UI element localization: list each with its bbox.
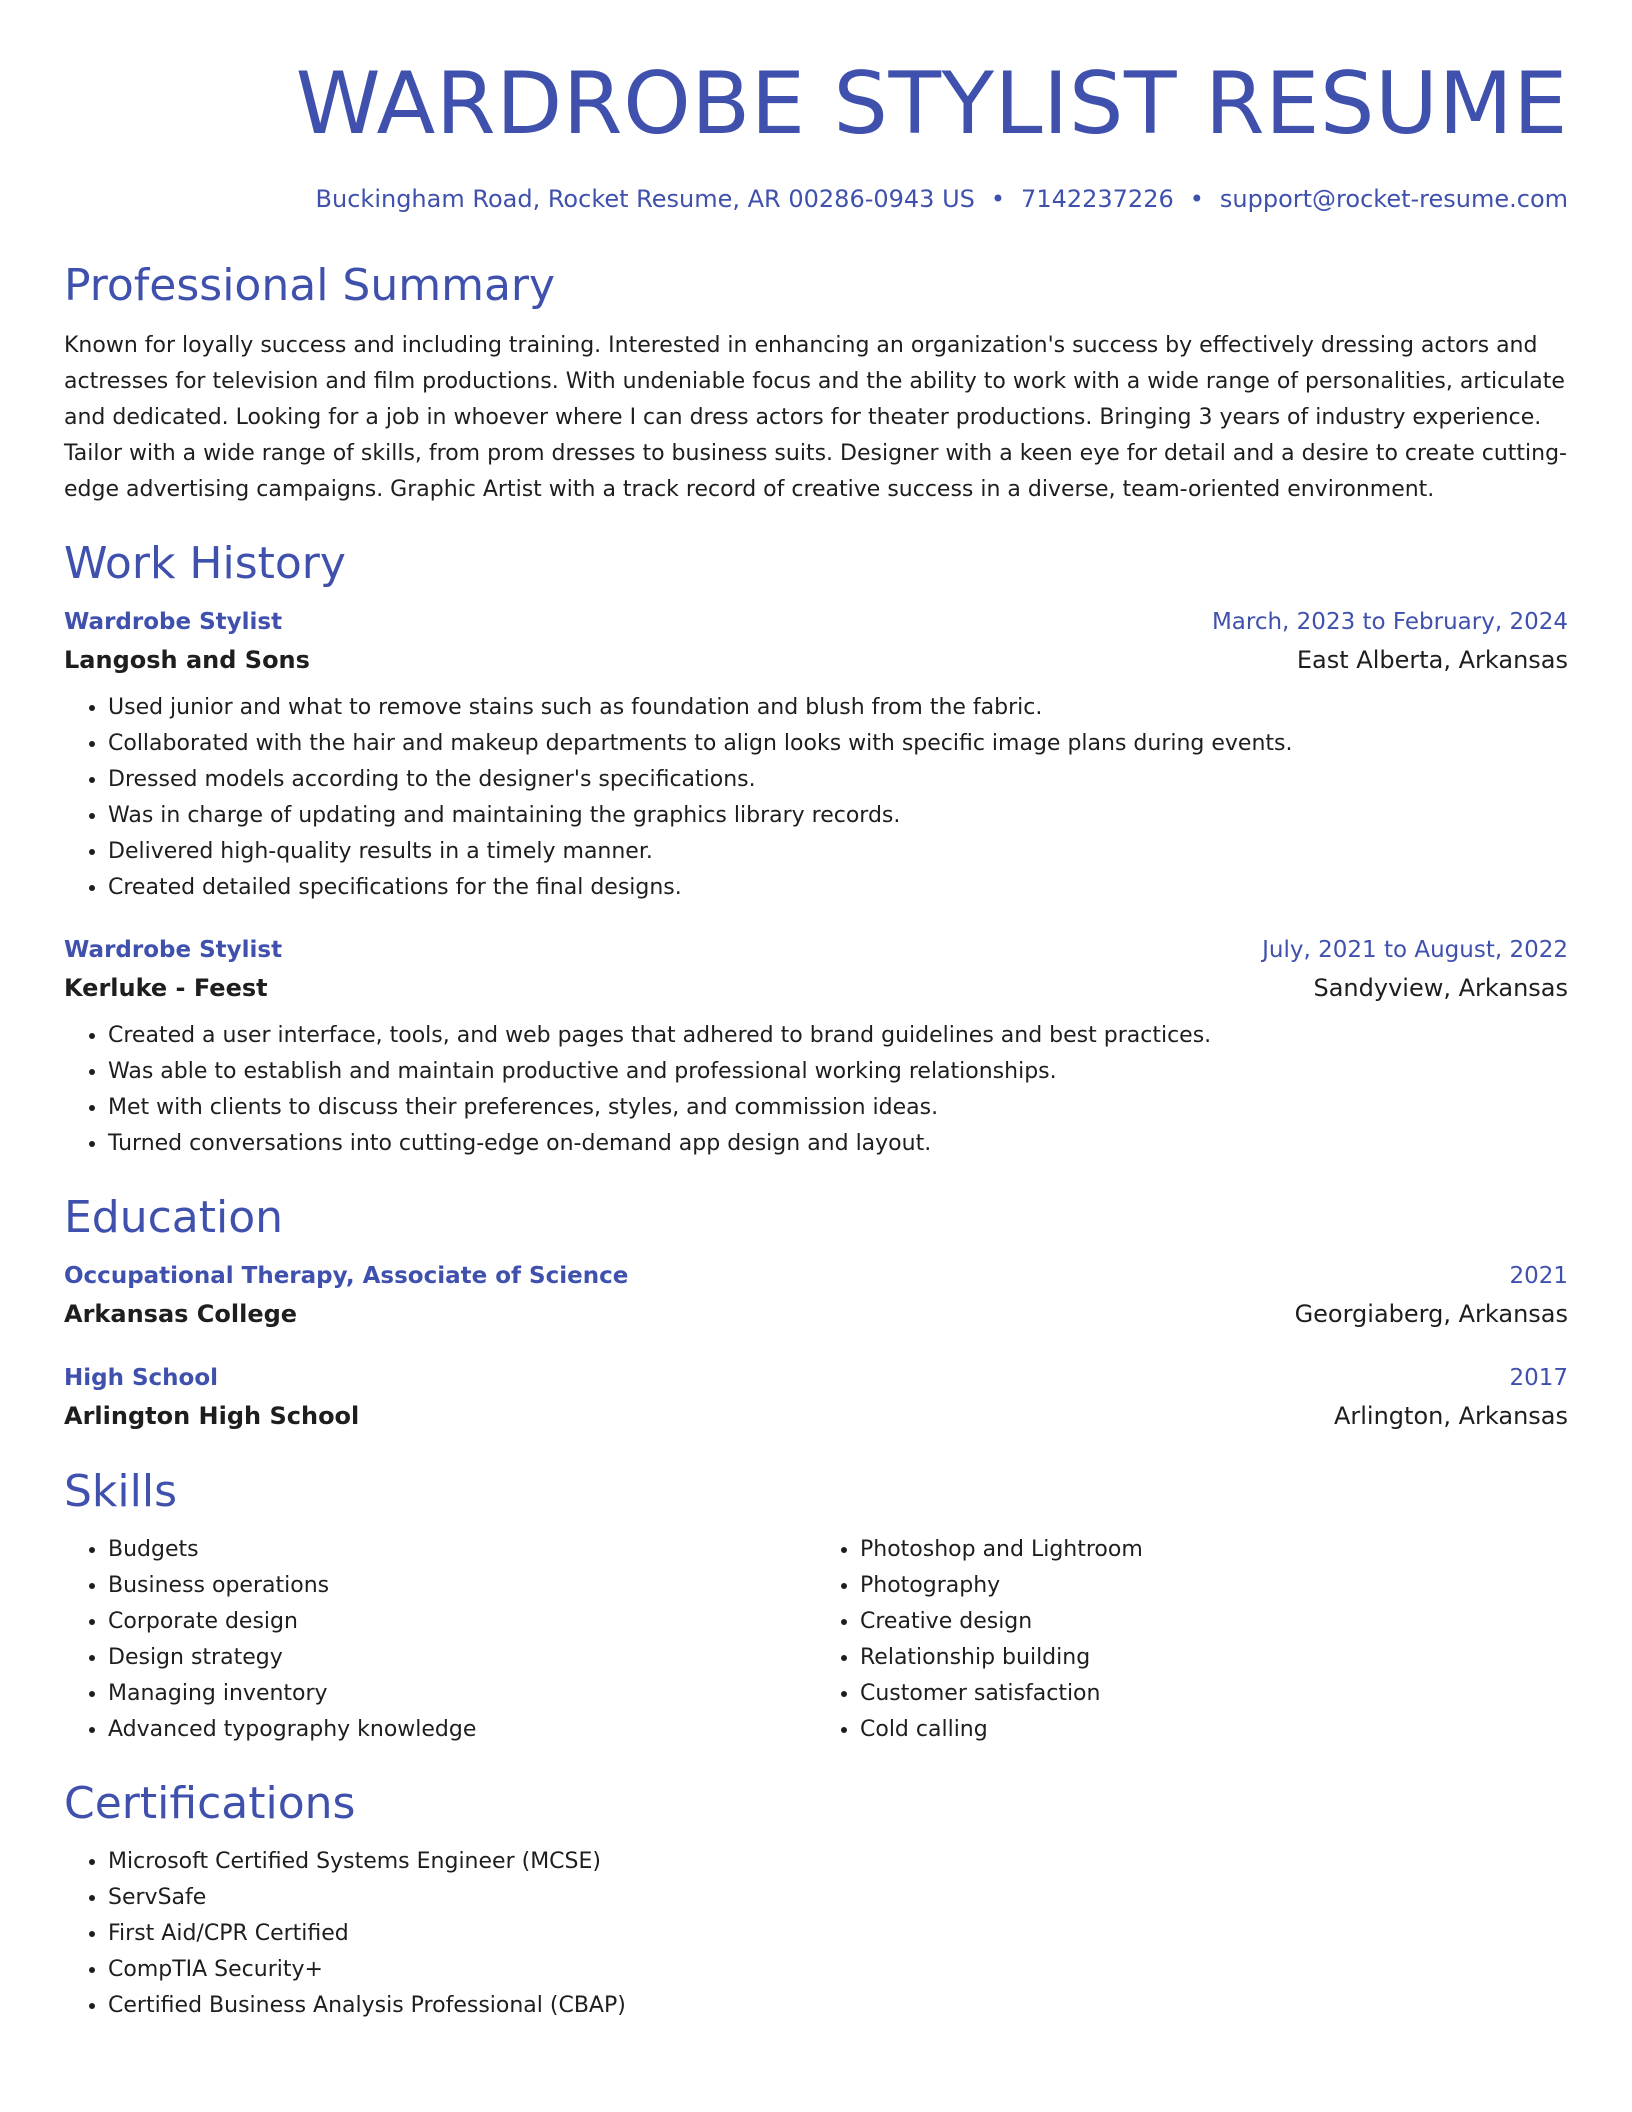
job-bullet: • Was in charge of updating and maintaining the graphics library records.: [108, 798, 1568, 834]
job-entry: [64, 604, 1568, 906]
education-section: [64, 1190, 1568, 1436]
job-bullet: • Collaborated with the hair and makeup departments to align looks with specific image plans during events.: [108, 726, 1568, 762]
job-company: Kerluke - Feest: [64, 974, 268, 1002]
education-heading: Education: [64, 1192, 284, 1243]
skills-list-right: [816, 1532, 1568, 1748]
job-bullet: • Delivered high-quality results in a timely manner.: [108, 834, 1568, 870]
job-bullet: • Turned conversations into cutting-edge on-demand app design and layout.: [108, 1126, 1568, 1162]
work-history-heading: Work History: [64, 538, 346, 589]
skill-item: • Corporate design: [108, 1604, 816, 1640]
education-degree: High School: [64, 1365, 219, 1391]
summary-heading: Professional Summary: [64, 260, 556, 311]
job-entry: [64, 932, 1568, 1162]
job-location: Sandyview, Arkansas: [1313, 974, 1568, 1002]
resume-title: WARDROBE STYLIST RESUME: [295, 54, 1568, 154]
certification-item: • Microsoft Certified Systems Engineer (MCSE): [108, 1844, 1568, 1880]
contact-separator: •: [1189, 185, 1204, 213]
education-entry: [64, 1258, 1568, 1334]
education-entry: [64, 1360, 1568, 1436]
education-year: 2017: [1509, 1365, 1568, 1391]
contact-separator: •: [990, 185, 1006, 213]
certifications-list: [64, 1844, 1568, 2024]
certification-item: • First Aid/CPR Certified: [108, 1916, 1568, 1952]
certifications-heading: Certifications: [64, 1778, 356, 1829]
skill-item: • Advanced typography knowledge: [108, 1712, 816, 1748]
certifications-section: [64, 1776, 1568, 2024]
job-bullet: • Used junior and what to remove stains such as foundation and blush from the fabric.: [108, 690, 1568, 726]
work-history-section: [64, 536, 1568, 1162]
skill-item: • Cold calling: [860, 1712, 1568, 1748]
skill-item: • Customer satisfaction: [860, 1676, 1568, 1712]
education-location: Georgiaberg, Arkansas: [1294, 1300, 1568, 1328]
job-bullets: [64, 1018, 1568, 1162]
contact-email[interactable]: support@rocket-resume.com: [1219, 185, 1568, 213]
skill-item: • Managing inventory: [108, 1676, 816, 1712]
contact-address: Buckingham Road, Rocket Resume, AR 00286-0943 US: [315, 185, 975, 213]
job-title: Wardrobe Stylist: [64, 937, 283, 963]
skill-item: • Photoshop and Lightroom: [860, 1532, 1568, 1568]
job-bullet: • Created a user interface, tools, and web pages that adhered to brand guidelines and best practices.: [108, 1018, 1568, 1054]
contact-line: [64, 184, 1568, 214]
skill-item: • Photography: [860, 1568, 1568, 1604]
job-company: Langosh and Sons: [64, 646, 310, 674]
skill-item: • Budgets: [108, 1532, 816, 1568]
education-year: 2021: [1509, 1263, 1568, 1289]
education-school: Arkansas College: [64, 1300, 298, 1328]
education-school: Arlington High School: [64, 1402, 360, 1430]
skill-item: • Creative design: [860, 1604, 1568, 1640]
skill-item: • Relationship building: [860, 1640, 1568, 1676]
skill-item: • Business operations: [108, 1568, 816, 1604]
summary-text: Known for loyally success and including training. Interested in enhancing an organization's success by effectively dressing actors and actresses for television and film productions. With undeniable focus and the ability to work with a wide range of personalities, articulate and dedicated. Looking for a job in whoever where I can dress actors for theater productions. Bringing 3 years of industry experience. Tailor with a wide range of skills, from prom dresses to business suits. Designer with a keen eye for detail and a desire to create cutting-edge advertising campaigns. Graphic Artist with a track record of creative success in a diverse, team-oriented environment.: [64, 333, 1567, 502]
job-bullets: [64, 690, 1568, 906]
skill-item: • Design strategy: [108, 1640, 816, 1676]
skills-section: [64, 1464, 1568, 1748]
job-bullet: • Dressed models according to the designer's specifications.: [108, 762, 1568, 798]
certification-item: • ServSafe: [108, 1880, 1568, 1916]
education-location: Arlington, Arkansas: [1333, 1402, 1568, 1430]
job-bullet: • Created detailed specifications for the final designs.: [108, 870, 1568, 906]
job-dates: March, 2023 to February, 2024: [1211, 609, 1568, 635]
contact-phone: 7142237226: [1021, 185, 1174, 213]
job-dates: July, 2021 to August, 2022: [1262, 937, 1568, 963]
job-bullet: • Met with clients to discuss their preferences, styles, and commission ideas.: [108, 1090, 1568, 1126]
job-location: East Alberta, Arkansas: [1296, 646, 1568, 674]
job-bullet: • Was able to establish and maintain productive and professional working relationships.: [108, 1054, 1568, 1090]
certification-item: • Certified Business Analysis Professional (CBAP): [108, 1988, 1568, 2024]
skills-heading: Skills: [64, 1466, 178, 1517]
skills-columns: [64, 1532, 1568, 1748]
certification-item: • CompTIA Security+: [108, 1952, 1568, 1988]
education-degree: Occupational Therapy, Associate of Science: [64, 1263, 629, 1289]
job-title: Wardrobe Stylist: [64, 609, 283, 635]
skills-list-left: [64, 1532, 816, 1748]
